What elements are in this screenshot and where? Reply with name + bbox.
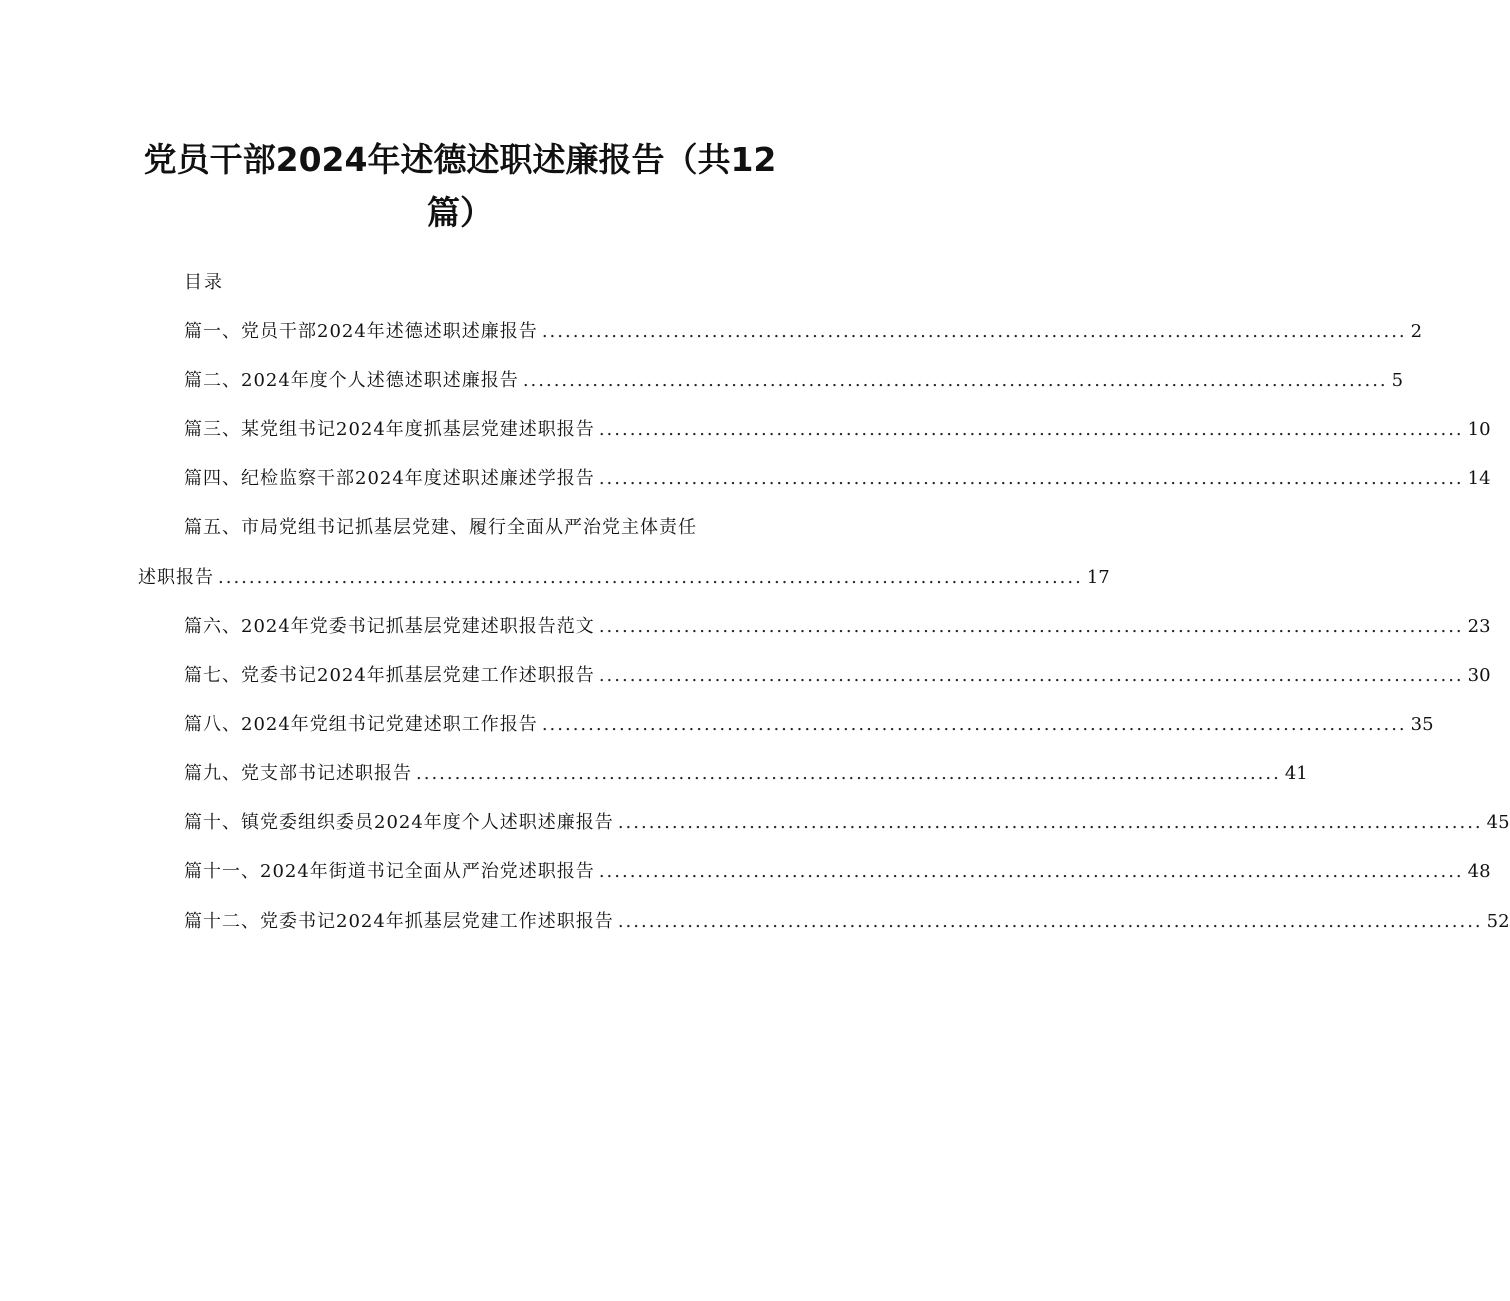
toc-leader-dots: ................................................................................................................ (598, 861, 1464, 882)
toc-page-number: 10 (1467, 419, 1491, 440)
toc-entry-1[interactable] (184, 318, 1423, 346)
toc-entry-8[interactable] (184, 711, 1434, 739)
toc-entry-label: 篇十一、2024年街道书记全面从严治党述职报告 (184, 861, 595, 882)
toc-entry-label: 篇十二、党委书记2024年抓基层党建工作述职报告 (184, 911, 614, 932)
toc-entry-5[interactable] (138, 564, 1110, 592)
toc-entry-label: 篇十、镇党委组织委员2024年度个人述职述廉报告 (184, 812, 614, 833)
toc-leader-dots: ................................................................................................................ (218, 567, 1083, 588)
toc-leader-dots: ................................................................................................................ (598, 665, 1464, 686)
toc-page-number: 17 (1086, 567, 1110, 588)
toc-page-number: 48 (1467, 861, 1491, 882)
toc-entry-label: 篇一、党员干部2024年述德述职述廉报告 (184, 321, 538, 342)
toc-entry-12[interactable] (184, 908, 1510, 936)
toc-heading: 目录 (184, 272, 224, 293)
toc-entry-label: 篇三、某党组书记2024年度抓基层党建述职报告 (184, 419, 595, 440)
toc-page-number: 30 (1467, 665, 1491, 686)
toc-entry-7[interactable] (184, 662, 1491, 690)
toc-leader-dots: ................................................................................................................ (541, 321, 1407, 342)
toc-entry-label: 篇九、党支部书记述职报告 (184, 763, 412, 784)
toc-entry-label: 篇八、2024年党组书记党建述职工作报告 (184, 714, 538, 735)
toc-leader-dots: ................................................................................................................ (617, 911, 1483, 932)
toc-leader-dots: ................................................................................................................ (522, 370, 1388, 391)
toc-leader-dots: ................................................................................................................ (617, 812, 1483, 833)
toc-page-number: 14 (1467, 468, 1491, 489)
toc-entry-label: 篇六、2024年党委书记抓基层党建述职报告范文 (184, 616, 595, 637)
toc-page-number: 2 (1410, 321, 1423, 342)
toc-page-number: 35 (1410, 714, 1434, 735)
toc-leader-dots: ................................................................................................................ (598, 616, 1464, 637)
toc-entry-3[interactable] (184, 416, 1491, 444)
toc-page-number: 23 (1467, 616, 1491, 637)
toc-entry-6[interactable] (184, 613, 1491, 641)
toc-leader-dots: ................................................................................................................ (416, 763, 1281, 784)
toc-page-number: 52 (1486, 911, 1510, 932)
toc-entry-11[interactable] (184, 858, 1491, 886)
toc-leader-dots: ................................................................................................................ (598, 468, 1464, 489)
document-title-line-2: 篇） (427, 193, 493, 232)
toc-entry-label: 篇七、党委书记2024年抓基层党建工作述职报告 (184, 665, 595, 686)
toc-page-number: 41 (1284, 763, 1308, 784)
document-title-line-1: 党员干部2024年述德述职述廉报告（共12 (143, 140, 777, 179)
toc-entry-4[interactable] (184, 465, 1491, 493)
toc-entry-label: 述职报告 (138, 567, 214, 588)
toc-entry-2[interactable] (184, 367, 1404, 395)
toc-page-number: 45 (1486, 812, 1510, 833)
toc-page-number: 5 (1391, 370, 1404, 391)
toc-leader-dots: ................................................................................................................ (541, 714, 1407, 735)
toc-entry-5-line-1[interactable]: 篇五、市局党组书记抓基层党建、履行全面从严治党主体责任 (184, 517, 697, 538)
toc-entry-9[interactable] (184, 760, 1308, 788)
toc-entry-label: 篇二、2024年度个人述德述职述廉报告 (184, 370, 519, 391)
toc-entry-10[interactable] (184, 809, 1510, 837)
toc-entry-label: 篇四、纪检监察干部2024年度述职述廉述学报告 (184, 468, 595, 489)
toc-leader-dots: ................................................................................................................ (598, 419, 1464, 440)
